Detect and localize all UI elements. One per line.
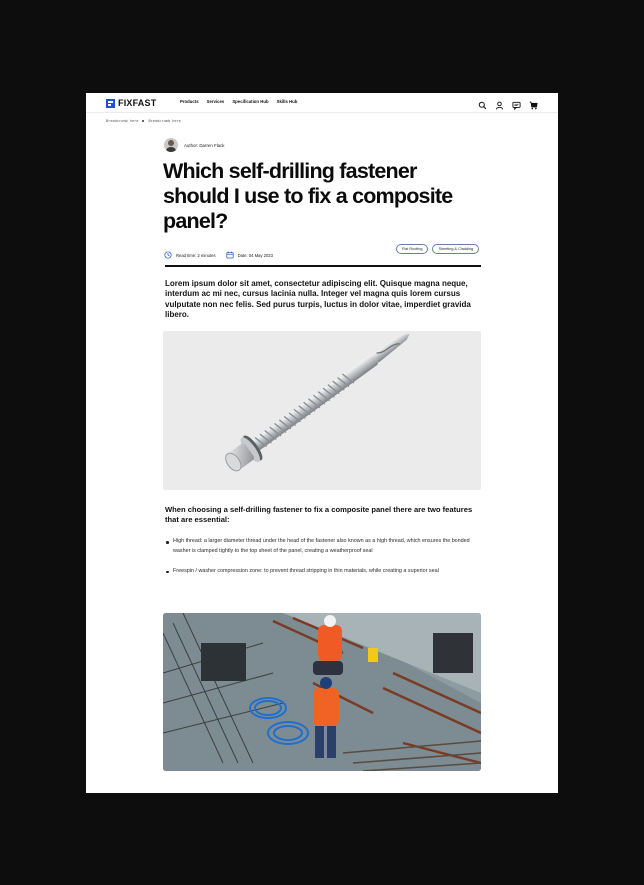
- divider: [165, 265, 481, 267]
- chat-icon[interactable]: [512, 97, 521, 106]
- clock-icon: [164, 246, 172, 264]
- lead-paragraph: Lorem ipsum dolor sit amet, consectetur adipiscing elit. Quisque magna neque, interdum ac mi nec, cursus lacinia nulla. Integer vel magna quis lorem cursus vulputate non nec felis. Sed purus turpis, luctus in dolor vitae, imperdiet gravida libero.: [165, 279, 471, 320]
- cart-icon[interactable]: [529, 97, 538, 106]
- feature-list: [165, 537, 485, 587]
- breadcrumb-separator: [142, 120, 144, 122]
- breadcrumb-item[interactable]: Breadcrumb here: [148, 119, 181, 123]
- fixfast-logo-icon: [106, 99, 115, 108]
- list-item: High thread: a larger diameter thread under the head of the fastener also known as a high thread, which ensures the bonded washer is clamped tightly to the top sheet of the panel, creating a weatherproof seal: [165, 537, 485, 557]
- top-navigation-bar: [86, 93, 558, 113]
- article-page: [86, 93, 558, 793]
- section-subheading: When choosing a self-drilling fastener to fix a composite panel there are two features that are essential:: [165, 505, 473, 524]
- publish-date: Date: 04 May 2023: [237, 252, 273, 258]
- nav-item-skills-hub[interactable]: Skills Hub: [276, 99, 298, 104]
- list-item: Freespin / washer compression zone: to prevent thread stripping in thin materials, while creating a superior seal: [165, 567, 485, 577]
- main-nav: [180, 99, 297, 104]
- search-icon[interactable]: [478, 97, 487, 106]
- article-meta: [164, 246, 279, 264]
- user-icon[interactable]: [495, 97, 504, 106]
- page-title: Which self-drilling fastener should I use to fix a composite panel?: [163, 159, 453, 233]
- breadcrumb: [106, 119, 181, 123]
- nav-item-specification-hub[interactable]: Specification Hub: [232, 99, 269, 104]
- author-block: [164, 138, 225, 152]
- brand-name: FIXFAST: [118, 98, 157, 108]
- breadcrumb-item[interactable]: Breadcrumb here: [106, 119, 139, 123]
- avatar: [164, 138, 178, 152]
- fastener-product-image: [163, 331, 481, 490]
- author-name: Author: Darren Flack: [184, 142, 225, 148]
- calendar-icon: [226, 246, 234, 264]
- read-time: Read time: 2 minutes: [176, 252, 216, 258]
- nav-item-products[interactable]: Products: [180, 99, 199, 104]
- tag-flat-roofing[interactable]: Flat Roofing: [396, 244, 428, 254]
- nav-item-services[interactable]: Services: [206, 99, 225, 104]
- construction-site-photo: [163, 613, 481, 771]
- tag-sheeting-cladding[interactable]: Sheeting & Cladding: [432, 244, 479, 254]
- brand-logo[interactable]: [106, 98, 156, 108]
- tag-list: [396, 244, 479, 254]
- header-actions: [478, 97, 538, 106]
